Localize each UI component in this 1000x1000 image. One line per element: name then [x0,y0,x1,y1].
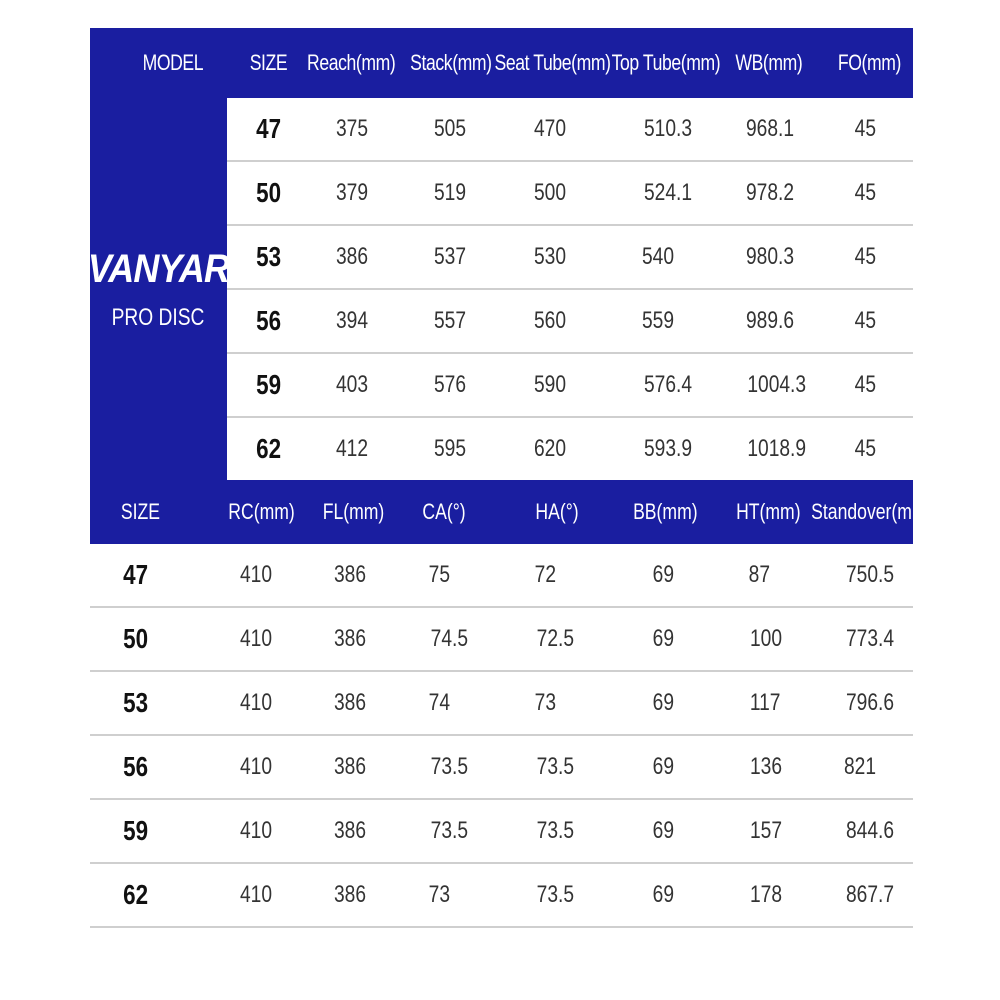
value-cell: 74.5 [430,625,469,652]
value-cell: 73 [428,881,451,908]
size-cell: 62 [256,433,282,464]
value-cell: 559 [642,307,675,334]
value-cell: 410 [240,625,273,652]
model-block [87,98,230,480]
top-table-row [227,290,913,354]
header-rc: RC(mm) [228,499,295,524]
top-table-row [227,162,913,226]
value-cell: 540 [642,243,675,270]
top-header-row [90,28,913,98]
value-cell: 73.5 [536,817,575,844]
value-cell: 394 [336,307,369,334]
value-cell: 1004.3 [747,371,807,398]
value-cell: 379 [336,179,369,206]
model-name: PRO DISC [112,303,205,331]
value-cell: 500 [534,179,567,206]
value-cell: 136 [750,753,783,780]
header-reach: Reach(mm) [307,50,396,75]
header-fo: FO(mm) [837,50,901,75]
value-cell: 595 [434,435,467,462]
value-cell: 45 [854,243,877,270]
value-cell: 375 [336,115,369,142]
value-cell: 386 [336,243,369,270]
value-cell: 821 [844,753,877,780]
bottom-table-row [90,864,913,928]
value-cell: 519 [434,179,467,206]
size-cell: 59 [123,815,149,846]
header-size-2: SIZE [120,499,161,524]
top-table-row [227,98,913,162]
value-cell: 576 [434,371,467,398]
bottom-header-row [90,480,933,544]
top-table-row [227,226,913,290]
value-cell: 557 [434,307,467,334]
value-cell: 560 [534,307,567,334]
geometry-chart [87,28,933,936]
value-cell: 73 [534,689,557,716]
value-cell: 73.5 [536,881,575,908]
value-cell: 989.6 [746,307,795,334]
value-cell: 576.4 [644,371,693,398]
size-cell: 53 [123,687,149,718]
value-cell: 386 [334,689,367,716]
header-top-tube: Top Tube(mm) [611,50,721,75]
value-cell: 980.3 [746,243,795,270]
value-cell: 386 [334,561,367,588]
value-cell: 69 [652,753,675,780]
value-cell: 524.1 [644,179,693,206]
value-cell: 968.1 [746,115,795,142]
value-cell: 45 [854,179,877,206]
header-size: SIZE [249,50,288,75]
size-cell: 59 [256,369,282,400]
value-cell: 620 [534,435,567,462]
header-ht: HT(mm) [736,499,801,524]
value-cell: 530 [534,243,567,270]
value-cell: 386 [334,817,367,844]
value-cell: 87 [748,561,771,588]
header-fl: FL(mm) [322,499,385,524]
bottom-table-row [90,672,913,736]
value-cell: 410 [240,689,273,716]
header-ha: HA(°) [535,499,579,524]
value-cell: 593.9 [644,435,693,462]
value-cell: 69 [652,689,675,716]
value-cell: 69 [652,881,675,908]
value-cell: 1018.9 [747,435,807,462]
value-cell: 157 [750,817,783,844]
header-seat-tube: Seat Tube(mm) [494,50,611,75]
size-cell: 50 [256,177,282,208]
value-cell: 45 [854,115,877,142]
value-cell: 510.3 [644,115,693,142]
value-cell: 73.5 [536,753,575,780]
value-cell: 410 [240,561,273,588]
bottom-table-row [90,608,913,672]
brand-logo: VANYAR [87,246,230,291]
value-cell: 410 [240,881,273,908]
size-cell: 56 [256,305,282,336]
value-cell: 505 [434,115,467,142]
header-stack: Stack(mm) [410,50,492,75]
value-cell: 73.5 [430,817,469,844]
value-cell: 74 [428,689,451,716]
value-cell: 69 [652,817,675,844]
value-cell: 773.4 [846,625,895,652]
value-cell: 386 [334,753,367,780]
value-cell: 69 [652,561,675,588]
value-cell: 412 [336,435,369,462]
size-cell: 47 [123,559,149,590]
value-cell: 537 [434,243,467,270]
value-cell: 590 [534,371,567,398]
value-cell: 386 [334,881,367,908]
value-cell: 867.7 [846,881,895,908]
value-cell: 178 [750,881,783,908]
value-cell: 45 [854,435,877,462]
value-cell: 45 [854,307,877,334]
size-cell: 62 [123,879,149,910]
value-cell: 403 [336,371,369,398]
bottom-table-row [90,736,913,800]
value-cell: 73.5 [430,753,469,780]
value-cell: 410 [240,817,273,844]
size-cell: 53 [256,241,282,272]
top-table-body [87,98,913,480]
bottom-table-row [90,800,913,864]
value-cell: 75 [428,561,451,588]
value-cell: 844.6 [846,817,895,844]
bottom-table-body [90,544,913,936]
value-cell: 72.5 [536,625,575,652]
value-cell: 100 [750,625,783,652]
value-cell: 978.2 [746,179,795,206]
value-cell: 45 [854,371,877,398]
top-table-row [227,354,913,418]
value-cell: 117 [749,689,781,716]
size-cell: 47 [256,113,282,144]
size-cell: 56 [123,751,149,782]
header-standover: Standover(mm) [811,499,933,524]
value-cell: 72 [534,561,557,588]
value-cell: 796.6 [846,689,895,716]
header-wb: WB(mm) [735,50,803,75]
value-cell: 69 [652,625,675,652]
value-cell: 750.5 [846,561,895,588]
value-cell: 386 [334,625,367,652]
bottom-table-row [90,544,913,608]
size-cell: 50 [123,623,149,654]
header-ca: CA(°) [422,499,466,524]
header-model: MODEL [142,50,204,75]
value-cell: 470 [534,115,567,142]
top-table-row [227,418,913,482]
header-bb: BB(mm) [633,499,698,524]
value-cell: 410 [240,753,273,780]
